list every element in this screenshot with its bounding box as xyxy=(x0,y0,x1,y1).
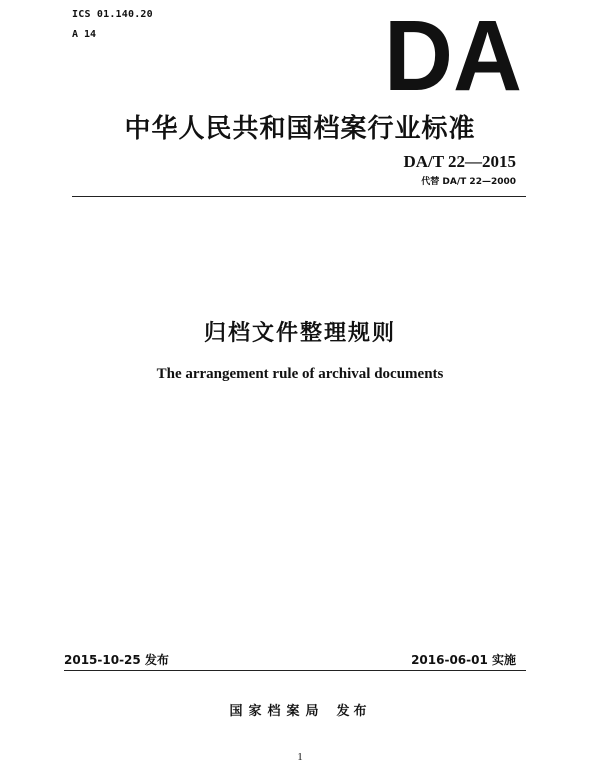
replaces-standard: 代替 DA/T 22—2000 xyxy=(421,177,516,187)
logo-text: DA xyxy=(384,12,522,102)
document-title-chinese: 归档文件整理规则 xyxy=(203,321,396,346)
publisher-verb: 发布 xyxy=(336,704,371,719)
ccs-code: A 14 xyxy=(72,29,97,40)
page-number: 1 xyxy=(297,751,303,763)
publisher xyxy=(0,700,600,719)
document-title-english: The arrangement rule of archival documents xyxy=(156,366,444,382)
issue-date: 2015-10-25 发布 xyxy=(64,653,169,667)
standard-number: DA/T 22—2015 xyxy=(403,152,516,171)
header-divider xyxy=(72,196,526,197)
implementation-date: 2016-06-01 实施 xyxy=(411,653,516,667)
da-logo xyxy=(378,12,528,102)
footer-divider xyxy=(64,670,526,671)
ics-code: ICS 01.140.20 xyxy=(72,9,153,20)
organization-title: 中华人民共和国档案行业标准 xyxy=(124,114,476,144)
publisher-name: 国家档案局 xyxy=(229,704,325,719)
